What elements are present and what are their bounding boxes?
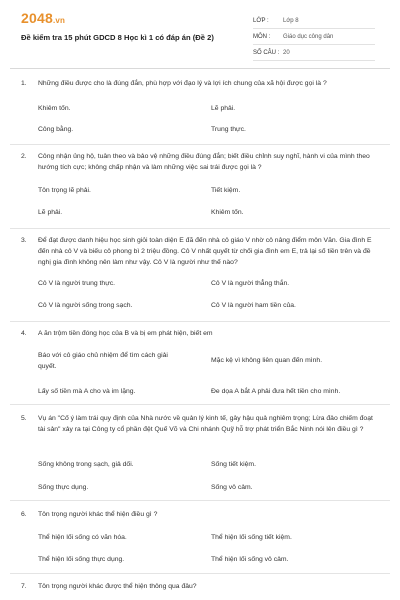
- answer-option[interactable]: Sống không trong sạch, giả dối.: [38, 461, 134, 468]
- question-divider: [10, 321, 390, 322]
- meta-row-class: [253, 13, 375, 29]
- header-divider: [10, 68, 390, 69]
- answer-option[interactable]: Sống thực dụng.: [38, 484, 89, 491]
- meta-row-count: [253, 45, 375, 61]
- answer-option[interactable]: Mặc kệ vì không liên quan đến mình.: [211, 357, 323, 364]
- answer-option[interactable]: Thể hiện lối sống thực dụng.: [38, 556, 125, 563]
- question-text: Những điều được cho là đúng đắn, phù hợp với đạo lý và lợi ích chung của xã hội được gọi là ?: [38, 80, 327, 87]
- answer-option[interactable]: Thể hiện lối sống vô cảm.: [211, 556, 289, 563]
- question-divider: [10, 228, 390, 229]
- answer-option[interactable]: Công bằng.: [38, 126, 74, 133]
- meta-value: 20: [283, 50, 290, 56]
- question-text: Công nhận ủng hộ, tuân theo và bảo vệ những điều đúng đắn; biết điều chỉnh suy nghĩ, hành vi của mình theo hướng tích cực; không chấp nhận và làm những việc sai trái được gọi là ?: [38, 153, 370, 171]
- site-logo[interactable]: [21, 10, 65, 26]
- question-number: 5.: [21, 415, 27, 422]
- question-divider: [10, 500, 390, 501]
- meta-value: Giáo dục công dân: [283, 34, 334, 40]
- answer-option[interactable]: Đe dọa A bắt A phải đưa hết tiền cho mình.: [211, 388, 341, 395]
- answer-option[interactable]: Cô V là người sống trong sạch.: [38, 302, 133, 309]
- question-text: Tôn trọng người khác thể hiện điều gì ?: [38, 511, 158, 518]
- question-text: Để đạt được danh hiệu học sinh giỏi toàn diện E đã đến nhà cô giáo V nhờ cô nâng điểm môn Văn. Gia đình E đến nhà cô V và biếu cô phong bì 2 triệu đồng. Cô V nhất quyết từ chối gia đình em E, trả lại số tiền trên và đề nghị gia đình không nên làm như vậy. Cô V là người như thế nào?: [38, 237, 372, 266]
- question-divider: [10, 404, 390, 405]
- answer-option[interactable]: Lẽ phải.: [211, 105, 236, 112]
- question-text: A ăn trộm tiền đóng học của B và bị em phát hiện, biết em: [38, 330, 213, 337]
- question-number: 3.: [21, 237, 27, 244]
- question-number: 7.: [21, 583, 27, 590]
- answer-option[interactable]: Khiêm tốn.: [38, 105, 71, 112]
- answer-option[interactable]: Cô V là người thẳng thắn.: [211, 280, 290, 287]
- answer-option[interactable]: Lẽ phải.: [38, 209, 63, 216]
- question-divider: [10, 573, 390, 574]
- question-number: 1.: [21, 80, 27, 87]
- meta-key: LỚP :: [253, 18, 269, 24]
- answer-option[interactable]: Cô V là người ham tiền của.: [211, 302, 296, 309]
- answer-option[interactable]: Báo với cô giáo chủ nhiệm để tìm cách giải quyết.: [38, 352, 168, 370]
- answer-option[interactable]: Thể hiện lối sống có văn hóa.: [38, 534, 127, 541]
- answer-option[interactable]: Trung thực.: [211, 126, 246, 133]
- meta-table: [253, 13, 375, 61]
- meta-row-subject: [253, 29, 375, 45]
- page-header: [0, 0, 400, 67]
- logo-suffix: .vn: [52, 16, 66, 25]
- meta-value: Lớp 8: [283, 18, 299, 24]
- answer-option[interactable]: Thể hiện lối sống tiết kiệm.: [211, 534, 292, 541]
- question-text: Tôn trọng người khác được thể hiện thông qua đâu?: [38, 583, 197, 590]
- question-divider: [10, 144, 390, 145]
- answer-option[interactable]: Tiết kiệm.: [211, 187, 241, 194]
- question-number: 4.: [21, 330, 27, 337]
- logo-main: 2048: [21, 10, 53, 26]
- answer-option[interactable]: Cô V là người trung thực.: [38, 280, 116, 287]
- answer-option[interactable]: Sống vô cảm.: [211, 484, 253, 491]
- question-text: Vụ án "Cố ý làm trái quy định của Nhà nước về quản lý kinh tế, gây hậu quả nghiêm trọng; Lừa đảo chiếm đoạt tài sản" xảy ra tại Công ty cổ phần đệt Quế Võ và Chi nhánh Quỹ hỗ trợ phát triển Bắc Ninh nói lên điều gì ?: [38, 415, 373, 433]
- answer-option[interactable]: Sống tiết kiệm.: [211, 461, 256, 468]
- answer-option[interactable]: Lấy số tiền mà A cho và im lặng.: [38, 388, 136, 395]
- page-title: Đề kiểm tra 15 phút GDCD 8 Học kì 1 có đáp án (Đề 2): [21, 33, 214, 42]
- meta-key: MÔN :: [253, 34, 271, 40]
- meta-key: SỐ CÂU :: [253, 50, 280, 56]
- question-number: 6.: [21, 511, 27, 518]
- answer-option[interactable]: Tôn trọng lẽ phải.: [38, 187, 91, 194]
- question-number: 2.: [21, 153, 27, 160]
- answer-option[interactable]: Khiêm tốn.: [211, 209, 244, 216]
